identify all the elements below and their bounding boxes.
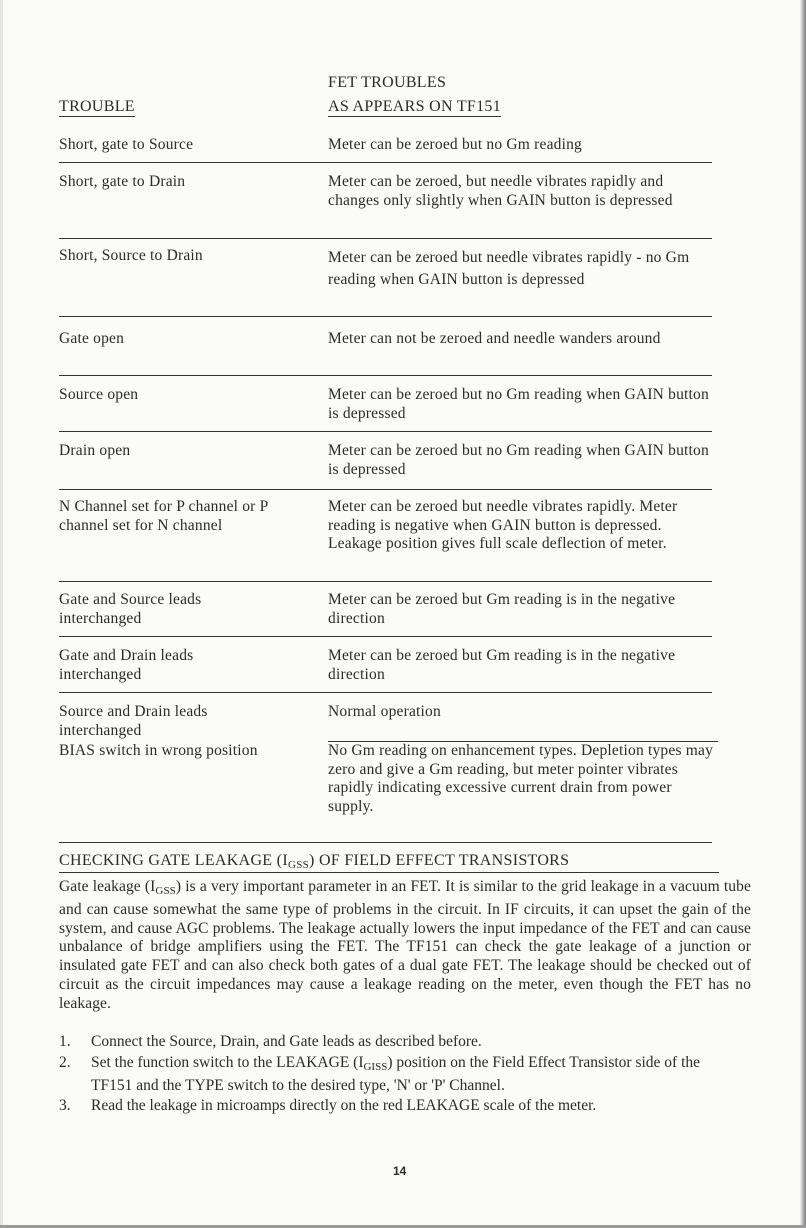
row-divider xyxy=(59,431,712,432)
row-11-trouble: BIAS switch in wrong position xyxy=(59,742,258,759)
row-divider xyxy=(59,489,712,490)
row-3-appears: Meter can be zeroed but needle vibrates rapidly - no Gm reading when GAIN button is depressed xyxy=(328,249,690,288)
row-11-appears: No Gm reading on enhancement types. Depletion types may zero and give a Gm reading, but meter pointer vibrates rapidly indicating excessive current drain from power supply. xyxy=(328,742,714,815)
row-3-trouble: Short, Source to Drain xyxy=(59,247,203,264)
row-5-appears: Meter can be zeroed but no Gm reading when GAIN button is depressed xyxy=(328,386,709,422)
row-6-trouble: Drain open xyxy=(59,442,131,459)
row-1-trouble: Short, gate to Source xyxy=(59,136,194,153)
column-header-trouble: TROUBLE xyxy=(59,98,135,115)
row-divider xyxy=(59,581,712,582)
section-title xyxy=(59,852,569,871)
section-title-post: ) OF FIELD EFFECT TRANSISTORS xyxy=(309,852,570,869)
row-4-trouble: Gate open xyxy=(59,330,125,347)
step-text xyxy=(91,1054,739,1096)
section-title-underline xyxy=(59,872,719,873)
step-number: 2. xyxy=(59,1053,71,1071)
row-2-trouble: Short, gate to Drain xyxy=(59,173,186,190)
step-3 xyxy=(59,1097,739,1116)
step-number: 3. xyxy=(59,1097,71,1115)
table-title: FET TROUBLES xyxy=(328,74,447,91)
row-divider xyxy=(59,842,712,843)
row-1-appears: Meter can be zeroed but no Gm reading xyxy=(328,136,583,153)
step-number: 1. xyxy=(59,1033,71,1050)
step-2-subscript: GISS xyxy=(363,1060,388,1073)
row-9-appears: Meter can be zeroed but Gm reading is in the negative direction xyxy=(328,647,676,683)
step-text: Connect the Source, Drain, and Gate leads as described before. xyxy=(91,1033,482,1050)
row-6-appears: Meter can be zeroed but no Gm reading when GAIN button is depressed xyxy=(328,442,709,478)
step-text: Read the leakage in microamps directly on the red LEAKAGE scale of the meter. xyxy=(91,1097,597,1115)
row-5-trouble: Source open xyxy=(59,386,139,403)
step-2 xyxy=(59,1054,739,1096)
row-10-appears: Normal operation xyxy=(328,703,441,720)
section-title-pre: CHECKING GATE LEAKAGE (I xyxy=(59,852,288,869)
row-divider xyxy=(59,162,712,163)
row-7-appears: Meter can be zeroed but needle vibrates rapidly. Meter reading is negative when GAIN button is depressed. Leakage position gives full scale deflection of meter. xyxy=(328,498,678,552)
paragraph-subscript: GSS xyxy=(155,885,176,897)
row-10-trouble: Source and Drain leads interchanged xyxy=(59,703,208,739)
page-number: 14 xyxy=(393,1164,407,1178)
page-left-edge xyxy=(0,0,3,1228)
column-header-appears: AS APPEARS ON TF151 xyxy=(328,98,502,115)
row-9-trouble: Gate and Drain leads interchanged xyxy=(59,647,194,683)
row-8-trouble: Gate and Source leads interchanged xyxy=(59,591,202,627)
step-2-pre: Set the function switch to the LEAKAGE (I xyxy=(91,1053,364,1071)
row-4-appears: Meter can not be zeroed and needle wanders around xyxy=(328,330,661,347)
section-title-subscript: GSS xyxy=(287,859,310,871)
page-right-edge xyxy=(800,0,806,1228)
step-2-post: ) position on the Field Effect Transistor side of the TF151 and the TYPE switch to the desired type, 'N' or 'P' Channel. xyxy=(91,1053,701,1094)
gate-leakage-paragraph xyxy=(59,878,751,1014)
step-1 xyxy=(59,1033,739,1052)
row-7-trouble: N Channel set for P channel or P channel set for N channel xyxy=(59,498,268,534)
paragraph-pre: Gate leakage (I xyxy=(59,878,156,895)
row-divider xyxy=(59,316,712,317)
procedure-steps xyxy=(59,1033,739,1118)
paragraph-post: ) is a very important parameter in an FET. It is similar to the grid leakage in a vacuum tube and can cause somewhat the same type of problems in the circuit. In IF circuits, it can upset the gain of the system, and cause AGC problems. The leakage actually lowers the input impedance of the FET and can cause unbalance of bridge amplifiers using the FET. The TF151 can check the gate leakage of a junction or insulated gate FET and can also check both gates of a dual gate FET. The leakage should be checked out of circuit as the circuit impedances may cause a leakage reading on the meter, even though the FET has no leakage. xyxy=(59,878,751,1012)
row-divider xyxy=(59,636,712,637)
row-8-appears: Meter can be zeroed but Gm reading is in the negative direction xyxy=(328,591,676,627)
row-divider xyxy=(59,692,712,693)
row-2-appears: Meter can be zeroed, but needle vibrates rapidly and changes only slightly when GAIN button is depressed xyxy=(328,173,673,209)
row-divider xyxy=(59,238,712,239)
row-divider xyxy=(59,375,712,376)
